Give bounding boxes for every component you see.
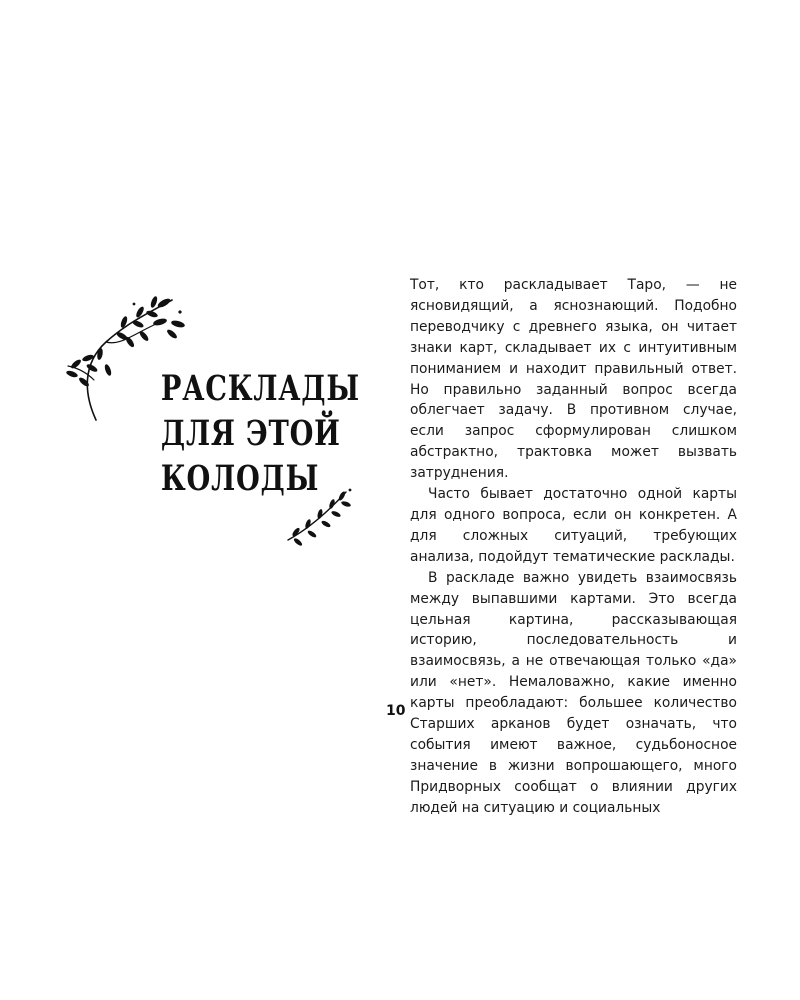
section-title: [140, 366, 360, 501]
paragraph-1: Тот, кто раскладывает Таро, — не ясновидящий, а яснознающий. Подобно переводчику с древнего языка, он читает знаки карт, складывает их с интуитивным пониманием и находит правильный ответ. Но правильно заданный вопрос всегда облегчает задачу. В противном случае, если запрос сформулирован слишком абстрактно, трактовка может вызвать затруднения.: [410, 277, 737, 482]
title-line-3: КОЛОДЫ: [160, 458, 320, 499]
title-line-1: РАСКЛАДЫ: [160, 368, 360, 409]
body-text: [410, 275, 737, 819]
paragraph-3: В раскладе важно увидеть взаимосвязь между выпавшими картами. Это всегда цельная картина, рассказывающая историю, последовательность и взаимосвязь, а не отвечающая только «да» или «нет». Немаловажно, какие именно карты преобладают: большее количество Старших арканов будет означать, что события имеют важное, судьбоносное значение в жизни вопрошающего, много Придворных сообщат о влиянии других людей на ситуацию и социальных: [410, 569, 737, 816]
title-line-2: ДЛЯ ЭТОЙ: [160, 413, 341, 454]
sprig-icon: [284, 486, 354, 546]
page-number: 10: [386, 703, 406, 719]
paragraph-2: Часто бывает достаточно одной карты для одного вопроса, если он конкретен. А для сложных ситуаций, требующих анализа, подойдут тематические расклады.: [410, 486, 737, 565]
